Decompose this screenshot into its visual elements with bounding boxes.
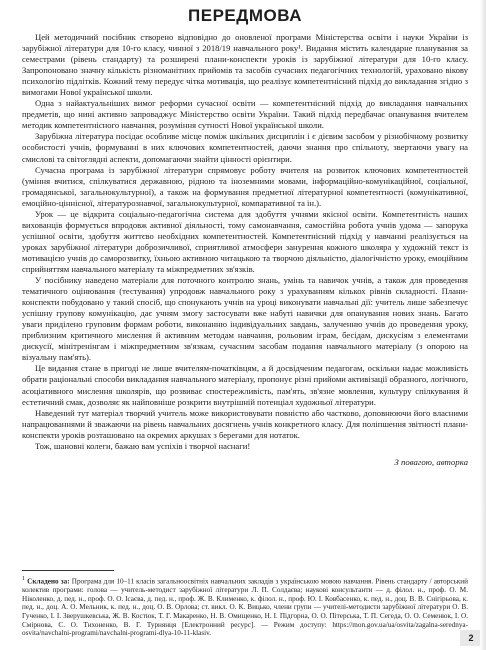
page-number: 2 <box>460 630 482 646</box>
footnote-divider <box>22 570 114 571</box>
page-edge <box>480 0 486 650</box>
paragraph: Це видання стане в пригоді не лише вчителям-початківцям, а й досвідченим педагогам, оскільки надає можливість обрати раціональні способи викладання навчального матеріалу, пропонує різні прийоми активізації образного, логічного, асоціативного мислення школярів, що розвиває спостережливість, пам'ять, зв'язне мовлення, культуру спілкування й естетичний смак, дозволяє як найповніше розкрити внутрішній потенціал художньої літератури. <box>22 363 468 407</box>
footnote-text: Програма для 10–11 класів загальноосвітніх навчальних закладів з українською мовою навчання. Рівень стандарту / авторський колектив програми: голова — учитель-методист зарубіжної літератури Л. П. Солдаєва; наукові консультанти — д. філол. н., проф. О. М. Ніколенко, д. пед. н., проф. О. О. Ісаєва, д. пед. н., проф. Ж. В. Клименко, к. філол. н., проф. Ю. І. Ковбасенко, к. пед. н., доц. В. В. Снігірьова, к. пед. н., доц. А. О. Мельник, к. пед. н., доц. О. В. Орлова; ст. викл. О. К. Вицько, члени групи — учителі-методисти зарубіжної літератури О. В. Гученко, І. І. Зверушкевська, Ж. В. Костюк, Т. Г. Макаренко, Н. В. Омищенко, Н. І. Підгорна, О. О. Пітерська, Т. П. Сегеда, О. О. Семенюк, І. О. Смірнова, С. О. Тихоненко, В. Г. Турнянця [Електронний ресурс]. — Режим доступу: https://mon.gov.ua/ua/osvita/zagalna-serednya-osvita/navchalni-programi/navchalni-programi-dlya-10-11-klasiv. <box>22 577 468 638</box>
paragraph: Цей методичний посібник створено відповідно до оновленої програми Міністерства освіти і науки України із зарубіжної літератури для 10-го класу, чинної з 2018/19 навчального року¹. Видання містить календарне планування за семестрами (рівень стандарту) та розширені плани-конспекти уроків із зарубіжної літератури для 10-го класу. Запропоновано значну кількість різноманітних прийомів та засобів сучасних педагогічних технологій, ураховано вікову психологію підлітків. Кожний тему передує чітка мотивація, що реалізує компетентнісний підхід до викладання згідно з вимогами Нової української школи. <box>22 32 468 98</box>
footnote-marker: 1 <box>22 576 25 582</box>
paragraph: Наведений тут матеріал творчий учитель може використовувати повністю або частково, доповнюючи його власними напрацюваннями й зважаючи на рівень навчальних досягнень учнів конкретного класу. Для поліпшення звітності плани-конспекти уроків розташовано на окремих аркушах з берегами для нотаток. <box>22 407 468 440</box>
signature: З повагою, авторка <box>394 456 468 467</box>
footnote-label: Складено за: <box>27 577 70 586</box>
paragraph: Тож, шановні колеги, бажаю вам успіхів і творчої наснаги! <box>35 440 251 451</box>
paragraph: Зарубіжна література посідає особливе місце поміж шкільних дисциплін і є дієвим засобом у різнобічному розвитку особистості учнів, формуванні в них ключових компетентностей, даючи знання про спільноту, звертаючи увагу на смислові та світоглядні аспекти, допомагаючи знайти цінності орієнтири. <box>22 131 468 164</box>
paragraph: Урок — це відкрита соціально-педагогічна система для здобуття учнями якісної освіти. Компетентність наших вихованців формується впродовж активної діяльності, тому самонавчання, самостійна робота учнів удома — запорука успішної освіти, здобуття життєво необхідних компетентностей. Компетентнісний підхід у навчанні реалізується на уроках зарубіжної літератури доброзичливої, сприятливої атмосфери занурення кожного школяра у художній текст із мотивацією учнів до саморозвитку, їхньою активною читацькою та творчою діяльністю, діалогічністю уроку, емоційним сприйняттям навчального матеріалу та міжпредметних зв'язків. <box>22 208 468 274</box>
footnote <box>22 575 468 638</box>
page-title: ПЕРЕДМОВА <box>188 6 302 25</box>
paragraph: Сучасна програма із зарубіжної літератури спрямовує роботу вчителя на розвиток ключових компетентностей (уміння вчитися, спілкуватися державною, рідною та іноземними мовами, інформаційно-комунікаційної, соціальної, громадянської, загальнокультурної), а також на формування предметної літературної компетентності (комунікативної, емоційно-ціннісної, літературознавчої, загальнокультурної, компаративної та ін.). <box>22 164 468 208</box>
paragraph: У посібнику наведено матеріали для поточного контролю знань, умінь та навичок учнів, а також для проведення тематичного оцінювання (тестування) упродовж навчального року з урахуванням кількох рівнів складності. Плани-конспекти побудовано у такий спосіб, що спонукають учнів на уроці виконувати навчальні дії: учитель лише забезпечує успішну групову комунікацію, дає учням змогу застосувати вже набуті навички для опанування нових знань. Багато уваги приділено груповим формам роботи, виконанню індивідуальних завдань, залученню учнів до проведення уроку, приблизним критичного мислення й активним методам навчання, рольовим іграм, бесідам, дискусіям з елементами дискусії, мінітренінгам і міжпредметним зв'язкам, сучасним засобам подання навчального матеріалу (з опорою на візуальну пам'ять). <box>22 275 468 363</box>
paragraph: Одна з найактуальніших вимог реформи сучасної освіти — компетентнісний підхід до викладання навчальних предметів, що нині активно запроваджує Міністерство освіти України. Такий підхід передбачає опанування вчителем методик компетентнісного навчання, розуміння сутності Нової української школи. <box>22 98 468 131</box>
body-text <box>22 32 468 452</box>
page <box>22 6 468 467</box>
